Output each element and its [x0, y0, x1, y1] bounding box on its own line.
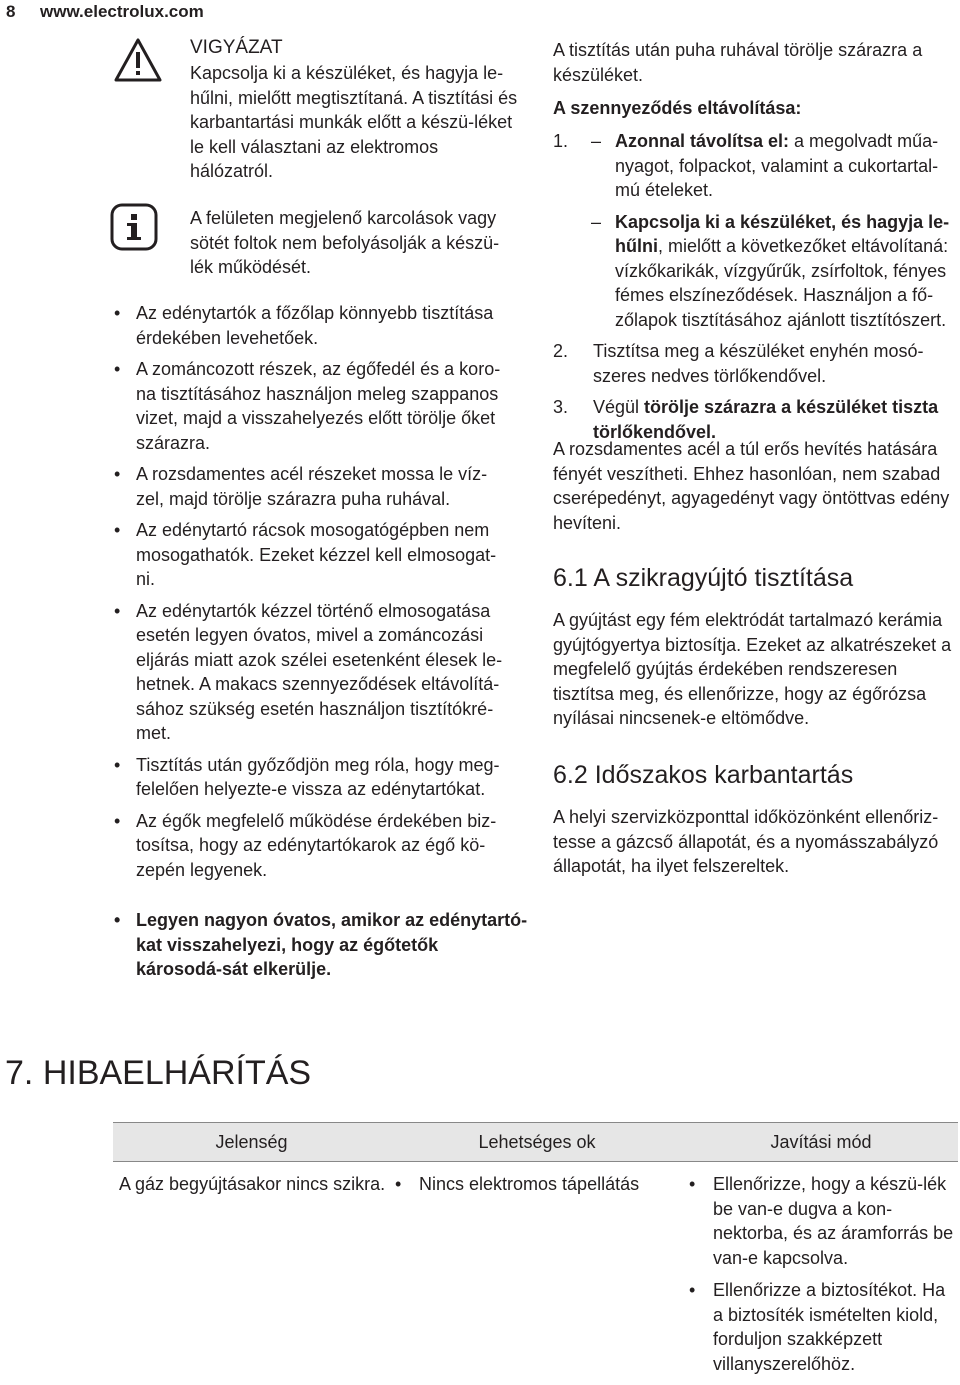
info-icon: [110, 203, 158, 251]
section-number: 6.2: [553, 761, 588, 789]
step-bold: Azonnal távolítsa el:: [615, 131, 790, 151]
list-item: • Legyen nagyon óvatos, amikor az edénytartó-kat visszahelyezi, hogy az égőtetők károsodá-sát elkerülje.: [108, 908, 528, 982]
final-warning: [108, 908, 528, 982]
cause-cell: [390, 1162, 684, 1385]
step-number: 2.: [553, 341, 569, 361]
dash-marker: –: [591, 211, 602, 232]
step-number: 1.: [553, 131, 569, 151]
step-text: Tisztítsa meg a készüléket enyhén mosó-szeres nedves törlőkendővel.: [593, 341, 924, 386]
step-bold: Kapcsolja ki a készüléket, és hagyja le-hűlni: [615, 211, 950, 256]
column-header: Lehetséges ok: [390, 1123, 684, 1162]
paragraph: A helyi szervizközponttal időközönként ellenőriz-tesse a gázcső állapotát, és a nyomásszabályzó állapotát, ha ilyet felszereltek.: [553, 807, 939, 876]
dash-marker: –: [591, 131, 602, 151]
table-header-row: [113, 1123, 958, 1162]
cleaning-bullet-list: [108, 301, 513, 889]
column-header: Jelenség: [113, 1123, 390, 1162]
step-2: [553, 339, 958, 388]
troubleshooting-table: [113, 1122, 958, 1385]
step-bold: törölje szárazra a készüléket tiszta törlőkendővel.: [593, 397, 939, 442]
step-number: 3.: [553, 397, 569, 417]
section-title-6-1: [553, 563, 853, 593]
list-item: • Ellenőrizze, hogy a készü-lék be van-e dugva a kon-nektorba, és az áramforrás be van-e kapcsolva.: [685, 1172, 957, 1270]
step-text: a megolvadt műa-nyagot, folpackot, valamint a cukortartal-mú ételeket.: [615, 131, 939, 200]
fix-cell: [684, 1162, 958, 1385]
list-item: • Az edénytartók kézzel történő elmosogatása esetén legyen óvatos, mivel a zománcozási eljárás miatt azok szélei esetenként élesek le-hetnek. A makacs szennyeződések eltávolítá-sához szükség esetén használjon tisztítókré-met.: [108, 599, 513, 746]
info-text: A felületen megjelenő karcolások vagy sötét foltok nem befolyásolják a készü-lék működését.: [190, 208, 500, 277]
section-title-6-2: [553, 760, 853, 790]
header-url: www.electrolux.com: [40, 2, 204, 21]
stain-heading: A szennyeződés eltávolítása:: [553, 98, 802, 118]
page-number: 8: [6, 2, 16, 21]
list-item: • A zománcozott részek, az égőfedél és a koro-na tisztításához használjon meleg szappanos vizet, majd a visszahelyezés előtt törölje őket szárazra.: [108, 357, 513, 455]
section-number: 6.1: [553, 564, 588, 592]
list-item: • Nincs elektromos tápellátás: [391, 1172, 683, 1197]
paragraph: A tisztítás után puha ruhával törölje szárazra a készüléket.: [553, 40, 923, 85]
warning-text: Kapcsolja ki a készüléket, és hagyja le-hűlni, mielőtt megtisztítaná. A tisztítási és karbantartási munkák előtt a készü-léket le kell választani az elektromos hálózatról.: [190, 63, 518, 181]
step-text: Végül: [593, 397, 645, 417]
section-heading: Időszakos karbantartás: [594, 761, 854, 789]
stain-steps: [553, 129, 958, 451]
warning-title: VIGYÁZAT: [190, 37, 283, 58]
list-item: • Az edénytartó rácsok mosogatógépben nem mosogathatók. Ezeket kézzel kell elmosogat-ni.: [108, 518, 513, 592]
step-text: , mielőtt a következőket eltávolítaná: vízkőkarikák, vízgyűrűk, zsírfoltok, fényes fémes elszíneződések. Használjon a fő-zőlapok tisztításához ajánlott tisztítószert.: [615, 236, 949, 330]
list-item: • Ellenőrizze a biztosítékot. Ha a biztosíték ismételten kiold, forduljon szakképzett villanyszerelőhöz.: [685, 1278, 957, 1376]
table-row: [113, 1162, 958, 1385]
paragraph: A gyújtást egy fém elektródát tartalmazó kerámia gyújtógyertya biztosítja. Ezeket az alkatrészeket a megfelelő gyújtás érdekében rendszeresen tisztítsa meg, és ellenőrizze, hogy az égőrózsa nyílásai nincsenek-e eltömődve.: [553, 610, 952, 728]
paragraph: A rozsdamentes acél a túl erős hevítés hatására fényét veszítheti. Ehhez hasonlóan, nem szabad cserépedényt, agyagedényt vagy öntöttvas edény hevíteni.: [553, 439, 950, 533]
warning-icon: [113, 37, 163, 83]
section-heading: A szikragyújtó tisztítása: [593, 564, 854, 592]
chapter-number: 7.: [5, 1054, 34, 1092]
symptom-cell: A gáz begyújtásakor nincs szikra.: [119, 1174, 386, 1194]
column-header: Javítási mód: [684, 1123, 958, 1162]
step-1b: [553, 210, 958, 333]
list-item: • Az edénytartók a főzőlap könnyebb tisztítása érdekében levehetőek.: [108, 301, 513, 350]
step-1a: [553, 129, 958, 203]
chapter-title: [5, 1053, 311, 1093]
list-item: • Az égők megfelelő működése érdekében biz-tosítsa, hogy az edénytartókarok az égő kö-zepén legyenek.: [108, 809, 513, 883]
list-item: • Tisztítás után győződjön meg róla, hogy meg-felelően helyezte-e vissza az edénytartókat.: [108, 753, 513, 802]
chapter-heading: HIBAELHÁRÍTÁS: [42, 1054, 312, 1092]
list-item: • A rozsdamentes acél részeket mossa le víz-zel, majd törölje szárazra puha ruhával.: [108, 462, 513, 511]
